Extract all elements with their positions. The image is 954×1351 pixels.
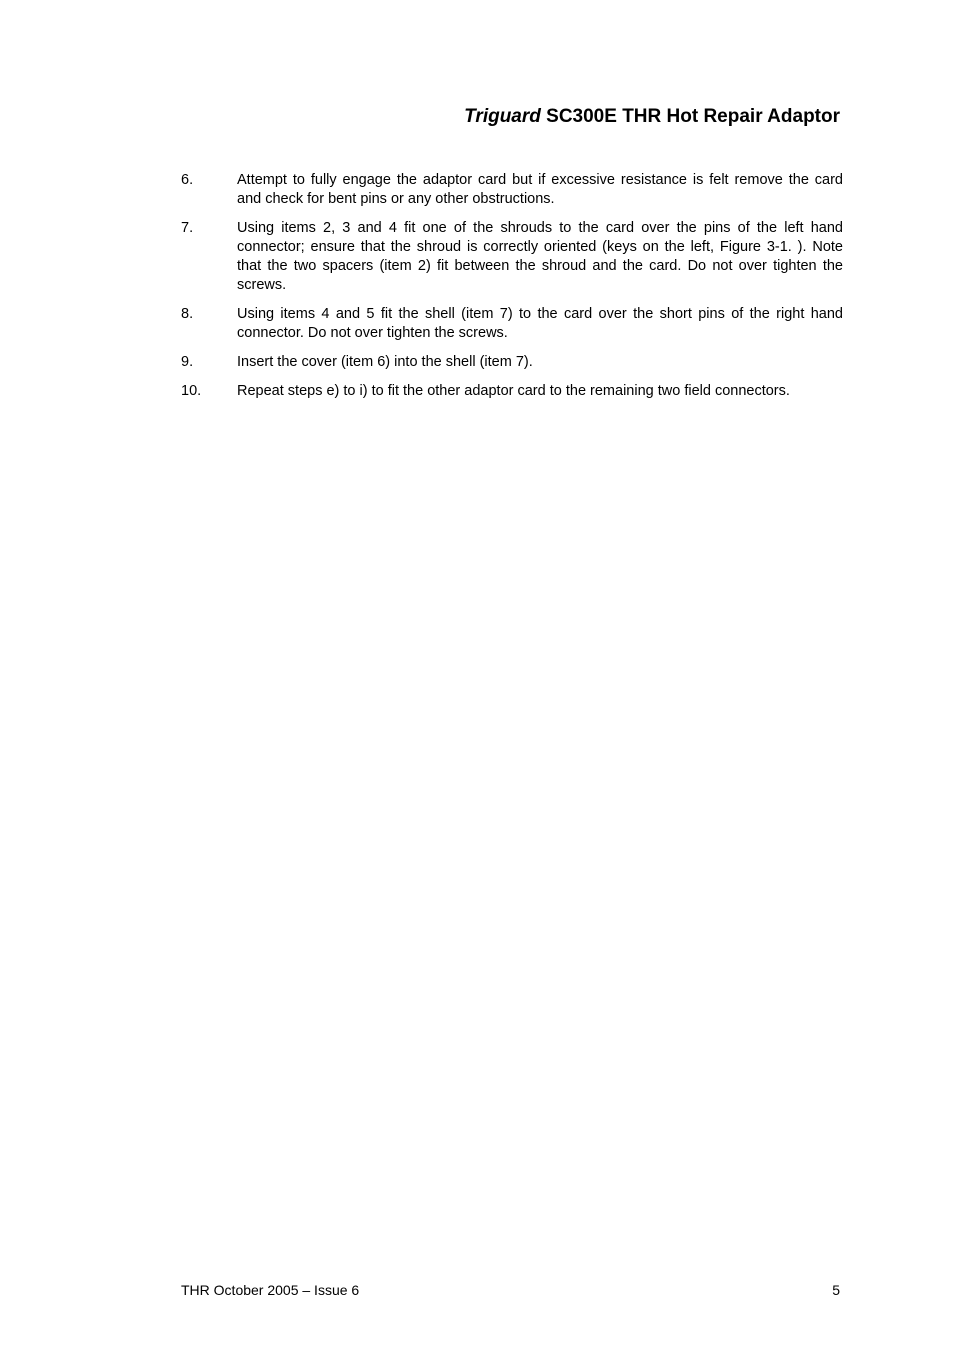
step-number: 6. bbox=[181, 172, 194, 188]
page-number: 5 bbox=[832, 1282, 840, 1298]
brand-name: Triguard bbox=[464, 106, 541, 127]
step-number: 9. bbox=[181, 354, 194, 370]
step-text: Using items 4 and 5 fit the shell (item 7) to the card over the short pins of the right hand connector. Do not over tighten the screws. bbox=[237, 306, 843, 341]
step-number: 10. bbox=[181, 383, 202, 399]
step-number: 8. bbox=[181, 306, 194, 322]
footer-document-info: THR October 2005 – Issue 6 bbox=[181, 1282, 360, 1298]
step-item bbox=[181, 171, 843, 209]
step-text: Repeat steps e) to i) to fit the other adaptor card to the remaining two field connectors. bbox=[237, 383, 790, 399]
document-title: SC300E THR Hot Repair Adaptor bbox=[546, 106, 840, 127]
step-item bbox=[181, 353, 843, 372]
step-text: Insert the cover (item 6) into the shell (item 7). bbox=[237, 354, 533, 370]
step-text: Using items 2, 3 and 4 fit one of the shrouds to the card over the pins of the left hand connector; ensure that the shroud is correctly oriented (keys on the left, Figure 3-1. ). Note that the two spacers (item 2) fit between the shroud and the card. Do not over tighten the screws. bbox=[237, 220, 843, 293]
step-text: Attempt to fully engage the adaptor card but if excessive resistance is felt remove the card and check for bent pins or any other obstructions. bbox=[237, 172, 843, 207]
step-item bbox=[181, 382, 843, 401]
step-number: 7. bbox=[181, 220, 194, 236]
procedure-steps bbox=[181, 171, 843, 411]
step-item bbox=[181, 305, 843, 343]
page-title bbox=[464, 106, 840, 128]
step-item bbox=[181, 219, 843, 295]
page-footer bbox=[181, 1282, 840, 1298]
